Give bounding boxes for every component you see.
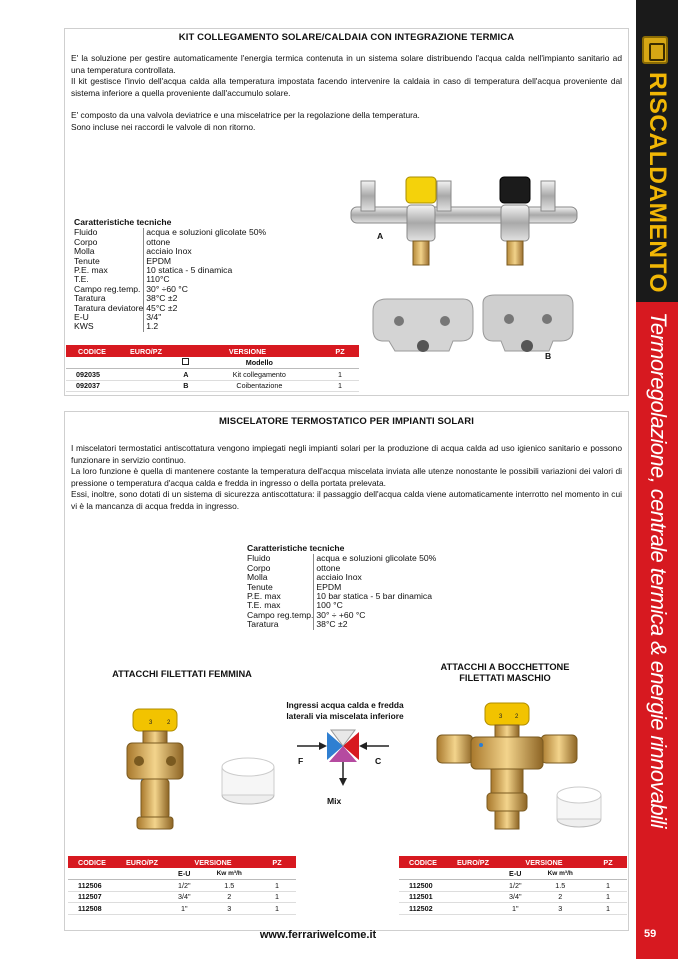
spec-row [247, 573, 436, 582]
spec-value: 1.2 [146, 321, 159, 332]
spec-key: Taratura [74, 294, 144, 303]
table-row [399, 903, 627, 915]
paragraph: Il kit gestisce l'invio dell'acqua calda alla temperatura impostata facendo intervenire la caldaia in caso di temperatura dell'acqua proveniente dal sistema inferiore a quella proveniente dall'accumulo solare. [71, 76, 622, 98]
col-header: CODICE [399, 856, 447, 868]
diagram-caption: Ingressi acqua calda e fredda laterali via miscelata inferiore [286, 700, 404, 721]
code-cell: 112502 [399, 903, 447, 915]
page-number: 59 [644, 928, 657, 940]
model-cell: B [174, 380, 198, 392]
table-row [66, 380, 359, 392]
image-a-label: A [377, 231, 384, 241]
spec-key: KWS [74, 322, 144, 331]
eu-header: E-U [168, 868, 200, 880]
spec-value: 100 °C [316, 600, 343, 611]
spec-value: 30° ÷ +60 °C [316, 609, 366, 620]
kw-header: Kw m³/h [531, 868, 589, 880]
col-header: EURO/PZ [116, 856, 168, 868]
checkbox-icon [174, 357, 198, 369]
spec-key: Taratura deviatore [74, 302, 144, 313]
cold-label: F [298, 756, 304, 766]
code-cell: 092037 [66, 380, 118, 392]
table-row [68, 880, 296, 892]
svg-text:2: 2 [515, 714, 519, 720]
spec-value: acqua e soluzioni glicolate 50% [146, 227, 267, 238]
eu-cell: 1/2" [499, 880, 531, 892]
category-header [636, 0, 678, 302]
kw-cell: 1.5 [200, 880, 258, 892]
spec-key: T.E. [74, 275, 144, 284]
eu-cell: 3/4" [168, 891, 200, 903]
kw-cell: 3 [200, 903, 258, 915]
spec-value: 30° ÷60 °C [146, 283, 188, 294]
spec-value: 38°C ±2 [316, 619, 348, 630]
mixer-section [64, 411, 629, 931]
spec-value: 10 statica - 5 dinamica [146, 265, 233, 276]
svg-text:3: 3 [499, 714, 503, 720]
code-cell: 092035 [66, 369, 118, 381]
col-header: EURO/PZ [118, 345, 174, 357]
col-header: CODICE [66, 345, 118, 357]
version-cell: Coibentazione [198, 380, 321, 392]
hot-label: C [375, 756, 382, 766]
spec-key: Campo reg.temp. [247, 609, 314, 620]
col-header: VERSIONE [168, 856, 258, 868]
spec-value: 10 bar statica - 5 bar dinamica [316, 591, 433, 602]
table-row [399, 891, 627, 903]
eu-header: E-U [499, 868, 531, 880]
paragraph: La loro funzione è quella di mantenere costante la temperatura dell'acqua miscelata inviata alle utenze nonostante le possibili variazioni dei valori di pressione o temperatura d'acqua calda e fredda in ingresso o della portata prelevata. [71, 466, 622, 488]
spec-value: 38°C ±2 [146, 293, 178, 304]
spec-row [74, 266, 266, 275]
spec-value: acciaio Inox [146, 246, 192, 257]
spec-key: Taratura [247, 620, 314, 629]
spec-key: Corpo [247, 564, 314, 573]
version-cell: Kit collegamento [198, 369, 321, 381]
category-sidebar [636, 0, 678, 959]
website-link[interactable]: www.ferrariwelcome.it [259, 929, 377, 941]
col-header: PZ [589, 856, 627, 868]
price-cell [118, 380, 174, 392]
pz-cell: 1 [589, 903, 627, 915]
female-price-table [68, 856, 296, 915]
paragraph: E' la soluzione per gestire automaticamente l'energia termica contenuta in un sistema solare distribuendo l'acqua calda nell'impianto sanitario ad una temperatura controllata. [71, 53, 622, 75]
pz-cell: 1 [321, 380, 359, 392]
spec-key: P.E. max [247, 592, 314, 601]
table-row [66, 369, 359, 381]
spec-value: 110°C [146, 274, 170, 285]
spec-title: Caratteristiche tecniche [247, 543, 345, 553]
spec-value: ottone [146, 236, 171, 247]
model-header: Modello [198, 357, 321, 369]
spec-row [74, 304, 266, 313]
paragraph: Sono incluse nei raccordi le valvole di non ritorno. [71, 121, 256, 132]
spec-key: P.E. max [74, 266, 144, 275]
spec-key: Fluido [74, 228, 144, 237]
pz-cell: 1 [258, 880, 296, 892]
spec-value: ottone [316, 562, 341, 573]
insulation-shell-image [365, 291, 575, 361]
spec-row [247, 554, 436, 563]
spec-row [74, 228, 266, 237]
kw-cell: 2 [531, 891, 589, 903]
section-intro [65, 443, 628, 513]
pz-cell: 1 [589, 891, 627, 903]
spec-value: EPDM [316, 581, 342, 592]
spec-key: Tenute [247, 583, 314, 592]
eu-cell: 1/2" [168, 880, 200, 892]
spec-key: Fluido [247, 554, 314, 563]
code-cell: 112500 [399, 880, 447, 892]
spec-value: 3/4" [146, 312, 162, 323]
pz-cell: 1 [589, 880, 627, 892]
table-row [399, 880, 627, 892]
male-price-table [399, 856, 627, 915]
code-cell: 112507 [68, 891, 116, 903]
mix-label: Mix [327, 796, 342, 806]
kw-header: Kw m³/h [200, 868, 258, 880]
kw-cell: 1.5 [531, 880, 589, 892]
col-header: VERSIONE [174, 345, 321, 357]
spec-row [247, 620, 436, 629]
svg-text:3: 3 [149, 720, 153, 726]
paragraph: I miscelatori termostatici antiscottatura vengono impiegati negli impianti solari per la produzione di acqua calda ad uso igienico sanitario e possono funzionare in servizio continuo. [71, 443, 622, 465]
table-row [68, 891, 296, 903]
eu-cell: 1" [168, 903, 200, 915]
category-title: RISCALDAMENTO [644, 72, 671, 294]
spec-key: Molla [247, 573, 314, 582]
pz-cell: 1 [321, 369, 359, 381]
spec-key: T.E. max [247, 601, 314, 610]
left-product-label: ATTACCHI FILETTATI FEMMINA [112, 669, 252, 679]
spec-list [247, 544, 436, 630]
spec-row [74, 313, 266, 322]
spec-key: E-U [74, 313, 144, 322]
image-b-label: B [545, 351, 552, 361]
eu-cell: 3/4" [499, 891, 531, 903]
col-header: CODICE [68, 856, 116, 868]
eu-cell: 1" [499, 903, 531, 915]
spec-key: Molla [74, 247, 144, 256]
spec-row [74, 322, 266, 331]
col-header: PZ [321, 345, 359, 357]
kit-price-table [66, 345, 359, 392]
valve-kit-image [349, 169, 579, 279]
col-header: PZ [258, 856, 296, 868]
section-title: KIT COLLEGAMENTO SOLARE/CALDAIA CON INTEGRAZIONE TERMICA [178, 32, 515, 43]
radiator-tile-icon [642, 36, 668, 64]
spec-value: acqua e soluzioni glicolate 50% [316, 553, 437, 564]
section-intro [65, 53, 628, 134]
kw-cell: 2 [200, 891, 258, 903]
paragraph: Essi, inoltre, sono dotati di un sistema di sicurezza antiscottatura: il passaggio dell'acqua calda viene automaticamente interrotto nel momento in cui vi è la mancanza di acqua fredda in ingresso. [71, 489, 622, 511]
kit-section [64, 28, 629, 396]
paragraph: E' composto da una valvola deviatrice e una miscelatrice per la regolazione della temperatura. [71, 110, 420, 121]
pz-cell: 1 [258, 903, 296, 915]
category-subtitle: Termoregolazione, centrale termica & energie rinnovabili [646, 312, 671, 828]
spec-key: Campo reg.temp. [74, 285, 144, 294]
col-header: EURO/PZ [447, 856, 499, 868]
kw-cell: 3 [531, 903, 589, 915]
code-cell: 112508 [68, 903, 116, 915]
col-header: VERSIONE [499, 856, 589, 868]
male-union-mixer-image [435, 697, 605, 847]
code-cell: 112501 [399, 891, 447, 903]
table-row [68, 903, 296, 915]
pz-cell: 1 [258, 891, 296, 903]
spec-value: EPDM [146, 255, 172, 266]
section-title: MISCELATORE TERMOSTATICO PER IMPIANTI SOLARI [219, 416, 474, 427]
model-cell: A [174, 369, 198, 381]
spec-key: Tenute [74, 257, 144, 266]
spec-value: acciaio Inox [316, 572, 362, 583]
spec-value: 45°C ±2 [146, 302, 178, 313]
spec-key: Corpo [74, 238, 144, 247]
spec-list [74, 218, 266, 332]
code-cell: 112506 [68, 880, 116, 892]
price-cell [118, 369, 174, 381]
svg-text:2: 2 [167, 720, 171, 726]
right-product-label: ATTACCHI A BOCCHETTONE FILETTATI MASCHIO [440, 662, 570, 683]
female-mixer-image [123, 697, 283, 847]
spec-title: Caratteristiche tecniche [74, 217, 172, 227]
